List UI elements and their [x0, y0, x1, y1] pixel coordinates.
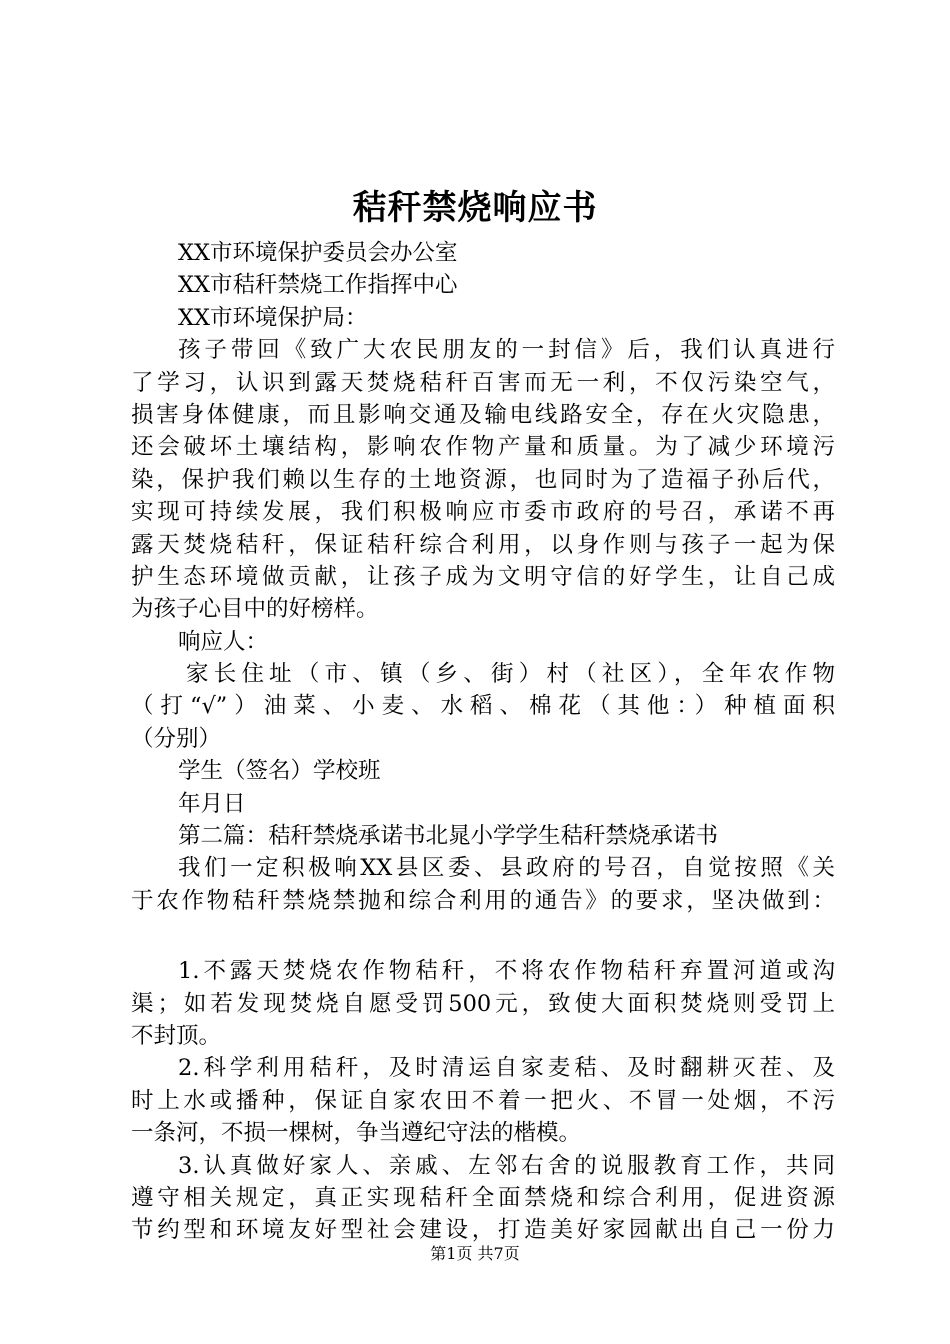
document-body	[131, 237, 835, 1247]
pledge-item-2: 一条河，不损一棵树，争当遵纪守法的楷模。	[131, 1120, 582, 1147]
pledge-item-2: 时上水或播种，保证自家农田不着一把火、不冒一处烟，不污	[131, 1087, 835, 1114]
respondent-label: 响应人：	[178, 628, 269, 655]
form-line: （分别）	[131, 725, 222, 752]
recipient-line: XX市环境保护局：	[178, 304, 368, 331]
body-line: 于农作物秸秆禁烧禁抛和综合利用的通告》的要求，坚决做到：	[131, 887, 835, 914]
body-line: 实现可持续发展，我们积极响应市委市政府的号召，承诺不再	[131, 499, 835, 526]
body-line: 为孩子心目中的好榜样。	[131, 596, 379, 623]
body-line: 染，保护我们赖以生存的土地资源，也同时为了造福子孙后代，	[131, 466, 835, 493]
body-line: 损害身体健康，而且影响交通及输电线路安全，存在火灾隐患，	[131, 401, 835, 428]
body-line: 还会破坏土壤结构，影响农作物产量和质量。为了减少环境污	[131, 434, 835, 461]
form-line: 家长住址（市、镇（乡、街）村（社区），全年农作物	[186, 661, 835, 688]
body-line: 孩子带回《致广大农民朋友的一封信》后，我们认真进行	[178, 337, 835, 364]
blank-spacer	[131, 917, 835, 955]
page-number: 第1页 共7页	[430, 1244, 520, 1263]
pledge-item-1: 不封顶。	[131, 1022, 222, 1049]
body-line: 我们一定积极响XX县区委、县政府的号召，自觉按照《关	[178, 855, 835, 882]
recipient-line: XX市秸秆禁烧工作指挥中心	[178, 272, 458, 299]
pledge-item-3: 3.认真做好家人、亲戚、左邻右舍的说服教育工作，共同	[178, 1152, 835, 1179]
pledge-item-1: 渠；如若发现焚烧自愿受罚500元，致使大面积焚烧则受罚上	[131, 990, 835, 1017]
body-line: 露天焚烧秸秆，保证秸秆综合利用，以身作则与孩子一起为保	[131, 531, 835, 558]
section-heading: 第二篇：秸秆禁烧承诺书北晁小学学生秸秆禁烧承诺书	[178, 823, 719, 850]
pledge-item-1: 1.不露天焚烧农作物秸秆，不将农作物秸秆弃置河道或沟	[178, 958, 835, 985]
body-line: 护生态环境做贡献，让孩子成为文明守信的好学生，让自己成	[131, 563, 835, 590]
form-line: （打“√”）油菜、小麦、水稻、棉花（其他：）种植面积	[131, 693, 835, 720]
document-title: 秸秆禁烧响应书	[352, 188, 598, 228]
signature-line: 学生（签名）学校班	[178, 758, 381, 785]
date-line: 年月日	[178, 790, 246, 817]
pledge-item-2: 2.科学利用秸秆，及时清运自家麦秸、及时翻耕灭茬、及	[178, 1055, 835, 1082]
body-line: 了学习，认识到露天焚烧秸秆百害而无一利，不仅污染空气，	[131, 369, 835, 396]
pledge-item-3: 遵守相关规定，真正实现秸秆全面禁烧和综合利用，促进资源	[131, 1184, 835, 1211]
recipient-line: XX市环境保护委员会办公室	[178, 240, 458, 266]
pledge-item-3: 节约型和环境友好型社会建设，打造美好家园献出自己一份力	[131, 1217, 835, 1244]
